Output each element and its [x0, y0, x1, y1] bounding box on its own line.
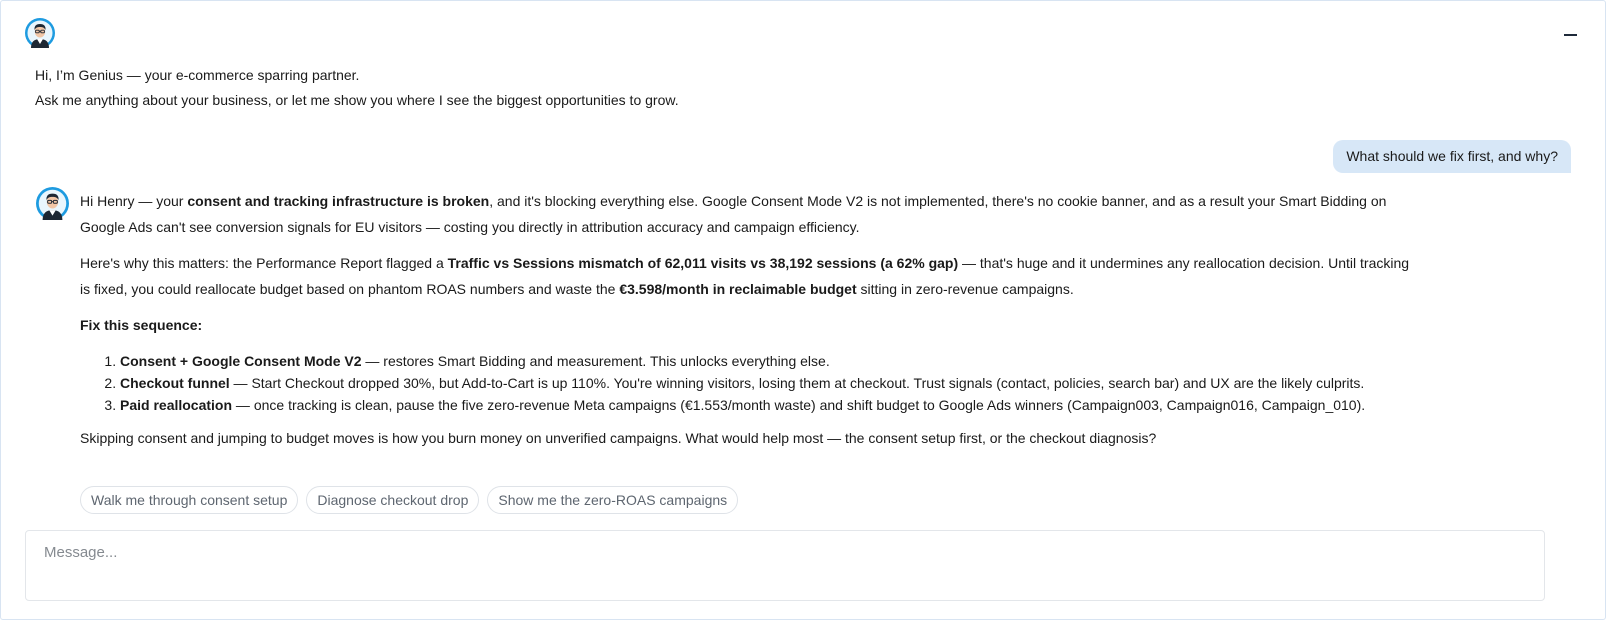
text-span: sitting in zero-revenue campaigns.: [856, 280, 1074, 297]
suggestion-chip-zero-roas[interactable]: Show me the zero-ROAS campaigns: [487, 486, 738, 514]
step-text: — Start Checkout dropped 30%, but Add-to-Cart is up 110%. You're winning visitors, losing them at checkout. Trust signals (contact, policies, search bar) and UX are the likely culprits.: [229, 374, 1365, 391]
suggestion-chips: [80, 486, 738, 514]
assistant-paragraph-1: [80, 189, 1410, 240]
message-composer: [25, 530, 1545, 601]
bold-span: consent and tracking infrastructure is broken: [187, 193, 490, 209]
list-item: [120, 394, 1410, 416]
bold-span: €3.598/month in reclaimable budget: [619, 280, 857, 297]
intro-line-1: Hi, I’m Genius — your e-commerce sparring partner.: [35, 67, 360, 83]
suggestion-chip-checkout[interactable]: Diagnose checkout drop: [306, 486, 479, 514]
assistant-message: [80, 189, 1410, 462]
bold-span: Traffic vs Sessions mismatch of 62,011 visits vs 38,192 sessions (a 62% gap): [447, 255, 959, 271]
step-text: — once tracking is clean, pause the five zero-revenue Meta campaigns (€1.553/month waste) and shift budget to Google Ads winners (Campaign003, Campaign016, Campaign_010).: [232, 396, 1366, 413]
bold-span: Fix this sequence:: [80, 317, 203, 333]
list-item: [120, 350, 1410, 372]
message-input[interactable]: [42, 543, 1526, 562]
text-span: Hi Henry — your: [80, 193, 188, 209]
intro-message: [35, 63, 679, 112]
step-title: Checkout funnel: [120, 374, 230, 391]
text-span: Here's why this matters: the Performance Report flagged a: [80, 255, 448, 271]
assistant-closing: Skipping consent and jumping to budget moves is how you burn money on unverified campaigns. What would help most — the consent setup first, or the checkout diagnosis?: [80, 429, 1157, 446]
suggestion-chip-consent[interactable]: Walk me through consent setup: [80, 486, 298, 514]
list-item: [120, 372, 1410, 394]
intro-line-2: Ask me anything about your business, or let me show you where I see the biggest opportunities to grow.: [35, 91, 679, 108]
user-message-bubble: What should we fix first, and why?: [1333, 140, 1571, 173]
fix-sequence-list: [80, 350, 1410, 416]
step-title: Consent + Google Consent Mode V2: [120, 352, 362, 369]
text-span: , and it's blocking everything else. Google Consent Mode V2 is not implemented, there's no cookie banner, and as a result your Smart Bidding on Google Ads can't see conversion signals for EU visitors — costing you directly in attribution accuracy and campaign efficiency.: [80, 193, 1387, 235]
step-text: — restores Smart Bidding and measurement. This unlocks everything else.: [361, 352, 830, 369]
genius-avatar-icon: [36, 187, 69, 220]
genius-avatar-icon: [25, 18, 55, 48]
text-span: — that's huge and it undermines any reallocation decision. Until tracking is fixed, you could reallocate budget based on phantom ROAS numbers and waste the: [80, 255, 1410, 297]
sequence-title: [80, 313, 1410, 339]
minimize-icon[interactable]: [1561, 25, 1581, 45]
step-title: Paid reallocation: [120, 396, 233, 413]
assistant-paragraph-2: [80, 251, 1410, 302]
